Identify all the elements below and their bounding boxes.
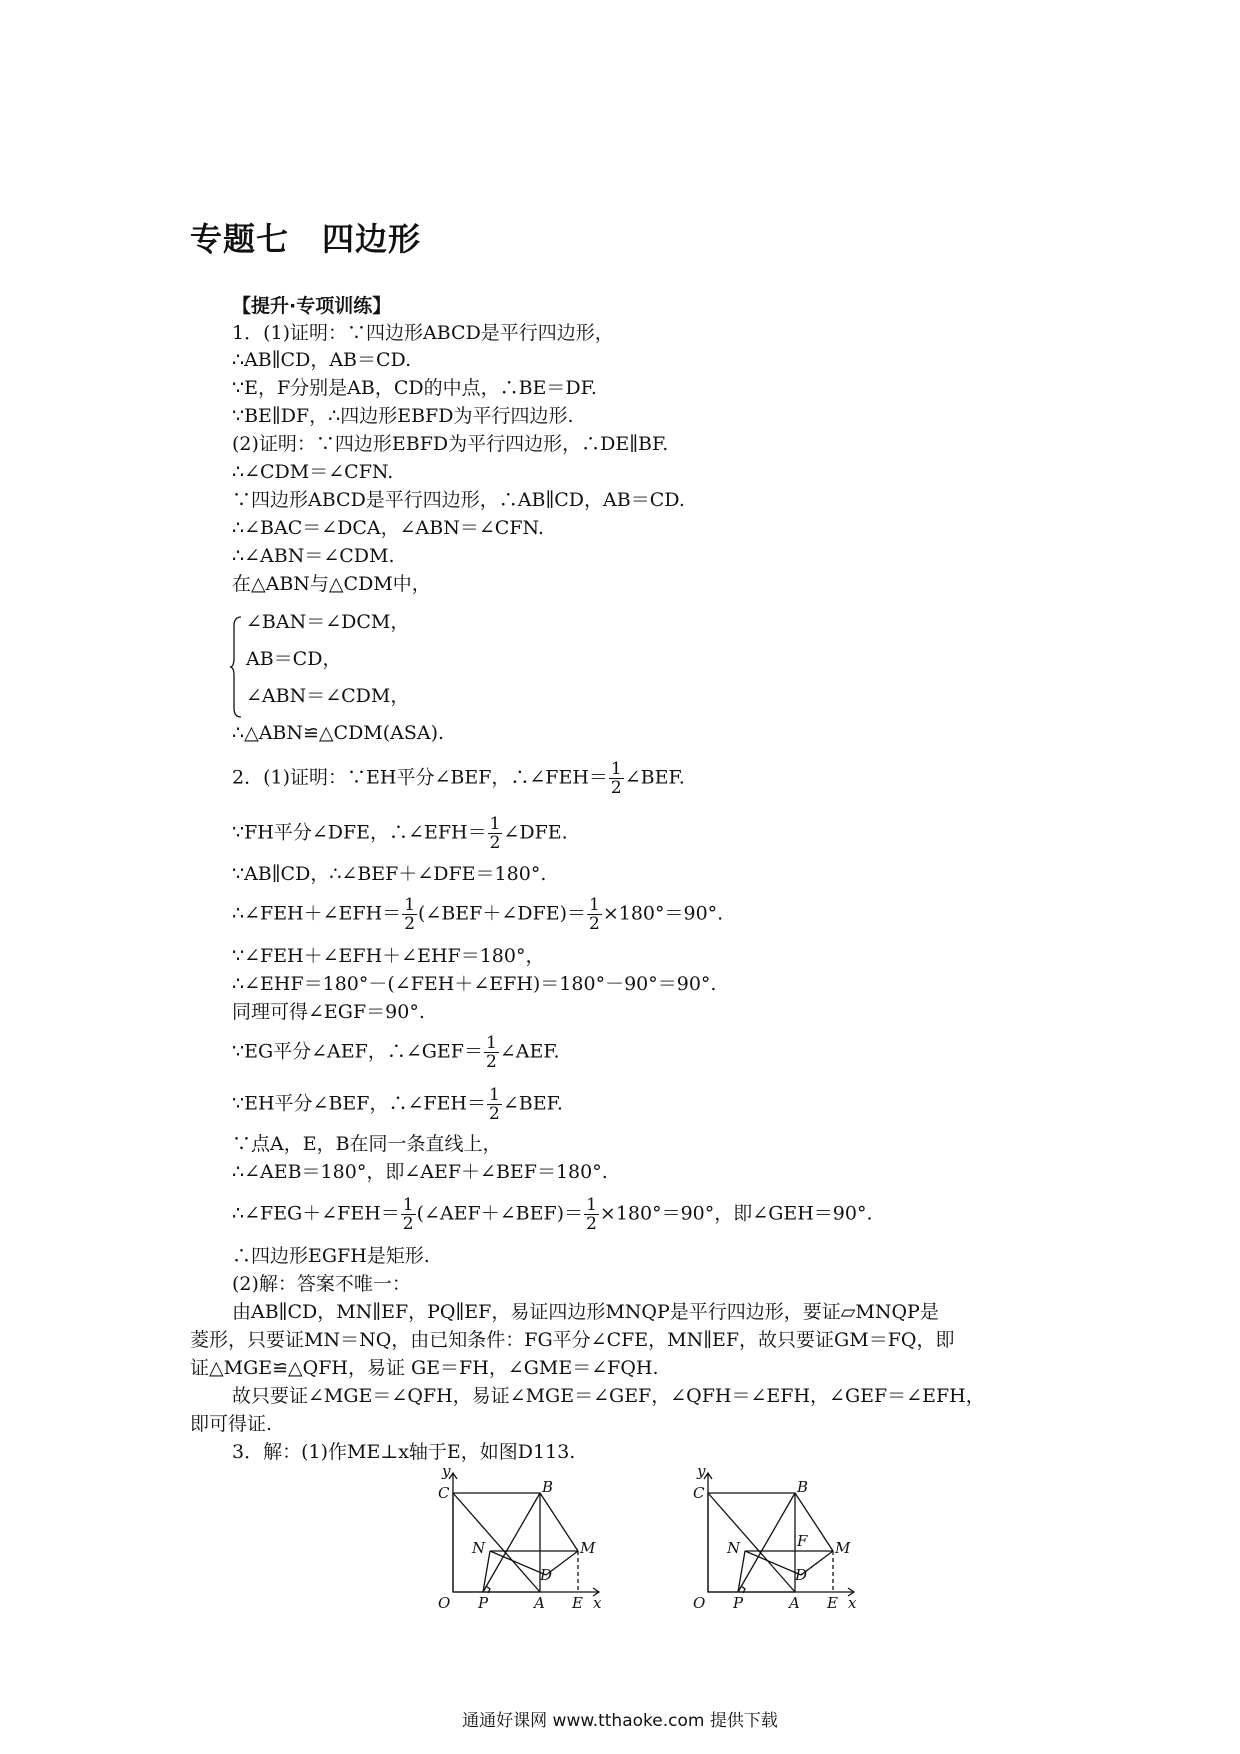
text-line: ∴∠EHF＝180°－(∠FEH＋∠EFH)＝180°－90°＝90°. [232,973,717,995]
text-line: ∵FH平分∠DFE，∴∠EFH＝ $\frac{1}{2}$ ∠DFE. [232,814,568,853]
fraction: $\frac{1}{2}$ [485,1033,497,1072]
text-line: ∴∠FEG＋∠FEH＝ $\frac{1}{2}$ (∠AEF＋∠BEF)＝ $\frac{1}{2}$ ×180°＝90°，即∠GEH＝90°. [232,1195,873,1234]
text-line: ∴∠FEH＋∠EFH＝ $\frac{1}{2}$ (∠BEF＋∠DFE)＝ $\frac{1}{2}$ ×180°＝90°. [232,895,724,934]
fig-label: x [593,1594,602,1612]
fraction: $\frac{1}{2}$ [404,895,416,934]
fig-label: F [797,1532,808,1550]
fig-label: x [848,1594,857,1612]
fig-label: O [693,1594,706,1612]
fig-label: E [572,1594,583,1612]
text-line: ∴∠BAC＝∠DCA，∠ABN＝∠CFN. [232,517,544,539]
text-line: ∵BE∥DF，∴四边形EBFD为平行四边形. [232,405,574,427]
text-line: ∴∠AEB＝180°，即∠AEF＋∠BEF＝180°. [232,1161,608,1183]
fig-label: D [795,1566,808,1584]
fraction: $\frac{1}{2}$ [586,1195,597,1234]
text-line: ∴△ABN≌△CDM(ASA). [232,722,445,744]
text-line: ∵∠FEH＋∠EFH＋∠EHF＝180°， [232,945,545,967]
fraction: $\frac{1}{2}$ [588,895,600,934]
text-line: (2)证明：∵四边形EBFD为平行四边形，∴DE∥BF. [232,433,669,455]
text-line: 3．解：(1)作ME⊥x轴于E，如图D113. [232,1441,576,1463]
fig-label: N [727,1539,741,1557]
fig-label: P [733,1594,744,1612]
text-line: (2)解：答案不唯一： [232,1273,411,1295]
brace-icon [230,616,242,718]
text-line: 2．(1)证明：∵EH平分∠BEF，∴∠FEH＝ $\frac{1}{2}$ ∠BEF. [232,759,685,798]
text-line: ∵AB∥CD，∴∠BEF＋∠DFE＝180°. [232,863,547,885]
text-line: 由AB∥CD，MN∥EF，PQ∥EF，易证四边形MNQP是平行四边形，要证▱MNQP是 [232,1301,939,1323]
fraction: $\frac{1}{2}$ [402,1195,414,1234]
footer: 通通好课网 www.tthaoke.com 提供下载 [462,1711,778,1731]
fig-label: A [789,1594,800,1612]
text-line: ∵点A，E，B在同一条直线上， [232,1133,502,1155]
page-title: 专题七 四边形 [190,220,422,258]
fig-label: y [442,1462,451,1480]
fig-label: O [438,1594,451,1612]
fig-label: C [693,1484,705,1502]
text-line: 故只要证∠MGE＝∠QFH，易证∠MGE＝∠GEF，∠QFH＝∠EFH，∠GEF＝∠EFH， [232,1385,985,1407]
text-line: ∴∠CDM＝∠CFN. [232,461,394,483]
text-line: 同理可得∠EGF＝90°. [232,1001,425,1023]
text-line: ∵E，F分别是AB，CD的中点，∴BE＝DF. [232,377,597,399]
text-line: ∵EH平分∠BEF，∴∠FEH＝ $\frac{1}{2}$ ∠BEF. [232,1085,563,1124]
fig-label: A [534,1594,545,1612]
section-label: 【提升·专项训练】 [232,295,392,317]
fraction: $\frac{1}{2}$ [610,759,622,798]
system-line: ∠BAN＝∠DCM， [246,611,410,633]
text-line: 即可得证. [190,1413,273,1435]
text-line: 证△MGE≌△QFH，易证 GE＝FH，∠GME＝∠FQH. [190,1357,659,1379]
text-line: ∵EG平分∠AEF，∴∠GEF＝ $\frac{1}{2}$ ∠AEF. [232,1033,560,1072]
fig-label: E [827,1594,838,1612]
text-line: 菱形，只要证MN＝NQ，由已知条件：FG平分∠CFE，MN∥EF，故只要证GM＝FQ，即 [190,1329,955,1351]
fig-label: P [478,1594,489,1612]
system-line: AB＝CD， [246,648,342,670]
text-line: ∴∠ABN＝∠CDM. [232,545,395,567]
figure-left [428,1462,608,1612]
fig-label: B [797,1478,809,1496]
fig-label: B [542,1478,554,1496]
fig-label: C [438,1484,450,1502]
figure-right [683,1462,863,1612]
fig-label: M [580,1539,596,1557]
fraction: $\frac{1}{2}$ [489,814,501,853]
text-line: ∴四边形EGFH是矩形. [232,1245,430,1267]
fig-label: y [697,1462,706,1480]
text-line: ∵四边形ABCD是平行四边形，∴AB∥CD，AB＝CD. [232,489,685,511]
fraction: $\frac{1}{2}$ [489,1085,500,1124]
system-line: ∠ABN＝∠CDM， [246,685,410,707]
fig-label: D [540,1566,553,1584]
text-line: 1．(1)证明：∵四边形ABCD是平行四边形， [232,322,614,344]
text-line: 在△ABN与△CDM中， [232,573,431,595]
fig-label: M [835,1539,851,1557]
text-line: ∴AB∥CD，AB＝CD. [232,349,412,371]
fig-label: N [472,1539,486,1557]
